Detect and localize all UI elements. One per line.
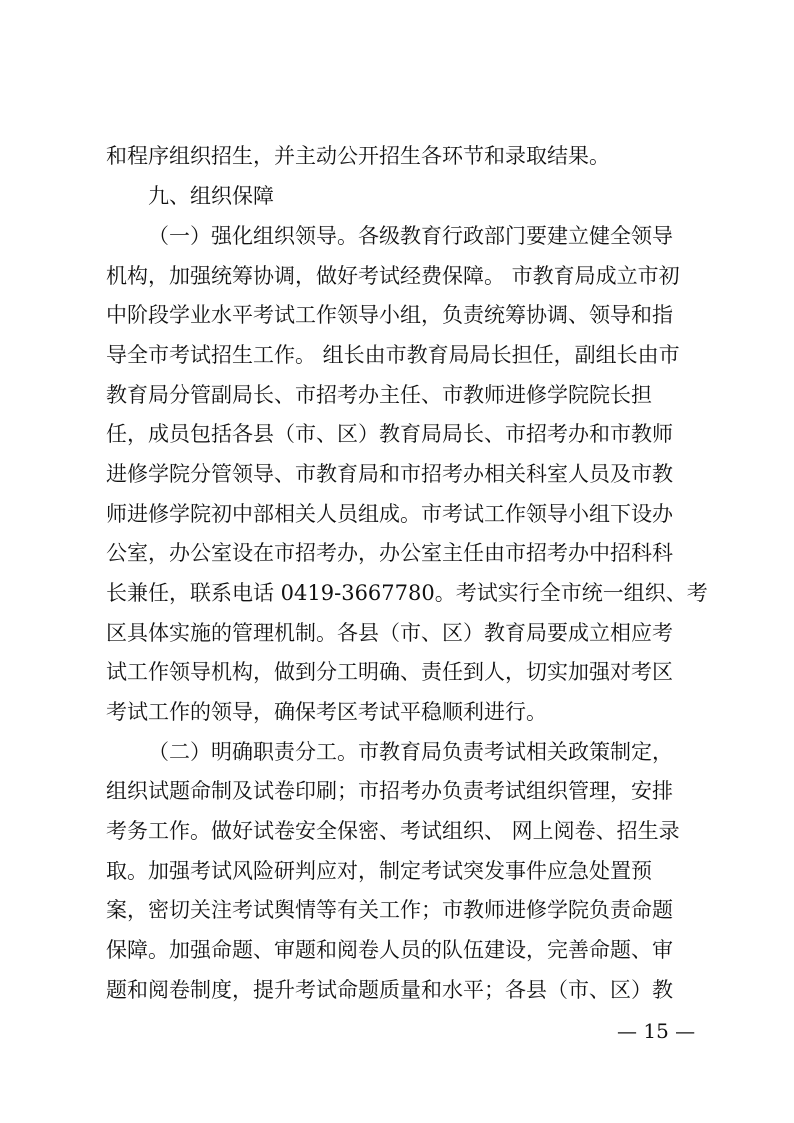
body-line: 教育局分管副局长、市招考办主任、市教师进修学院院长担 (106, 383, 652, 407)
body-line: 机构，加强统筹协调，做好考试经费保障。 市教育局成立市初 (106, 264, 680, 288)
page-number: — 15 — (617, 1019, 696, 1043)
body-line: 题和阅卷制度，提升考试命题质量和水平；各县（市、区）教 (106, 978, 673, 1002)
body-line: 案，密切关注考试舆情等有关工作；市教师进修学院负责命题 (106, 898, 673, 922)
body-line: （二）明确职责分工。市教育局负责考试相关政策制定， (148, 740, 673, 764)
body-line: 师进修学院初中部相关人员组成。市考试工作领导小组下设办 (106, 502, 673, 526)
body-line: 试工作领导机构，做到分工明确、责任到人，切实加强对考区 (106, 660, 673, 684)
body-line: 中阶段学业水平考试工作领导小组，负责统筹协调、领导和指 (106, 303, 673, 327)
body-line: 组织试题命制及试卷印刷；市招考办负责考试组织管理，安排 (106, 779, 673, 803)
body-line: 公室，办公室设在市招考办，办公室主任由市招考办中招科科 (106, 541, 673, 565)
body-line: 长兼任，联系电话 0419-3667780。考试实行全市统一组织、考 (106, 581, 708, 605)
body-line: 和程序组织招生，并主动公开招生各环节和录取结果。 (106, 144, 610, 168)
body-line: 取。加强考试风险研判应对，制定考试突发事件应急处置预 (106, 859, 652, 883)
body-line: 任，成员包括各县（市、区）教育局局长、市招考办和市教师 (106, 422, 673, 446)
body-line: 区具体实施的管理机制。各县（市、区）教育局要成立相应考 (106, 621, 673, 645)
body-line: 保障。加强命题、审题和阅卷人员的队伍建设，完善命题、审 (106, 938, 673, 962)
body-line: 考试工作的领导，确保考区考试平稳顺利进行。 (106, 700, 547, 724)
body-line: 考务工作。做好试卷安全保密、考试组织、 网上阅卷、招生录 (106, 819, 680, 843)
body-line: 导全市考试招生工作。 组长由市教育局局长担任，副组长由市 (106, 343, 680, 367)
section-heading: 九、组织保障 (148, 184, 274, 208)
body-line: 进修学院分管领导、市教育局和市招考办相关科室人员及市教 (106, 462, 673, 486)
body-line: （一）强化组织领导。各级教育行政部门要建立健全领导 (148, 224, 673, 248)
